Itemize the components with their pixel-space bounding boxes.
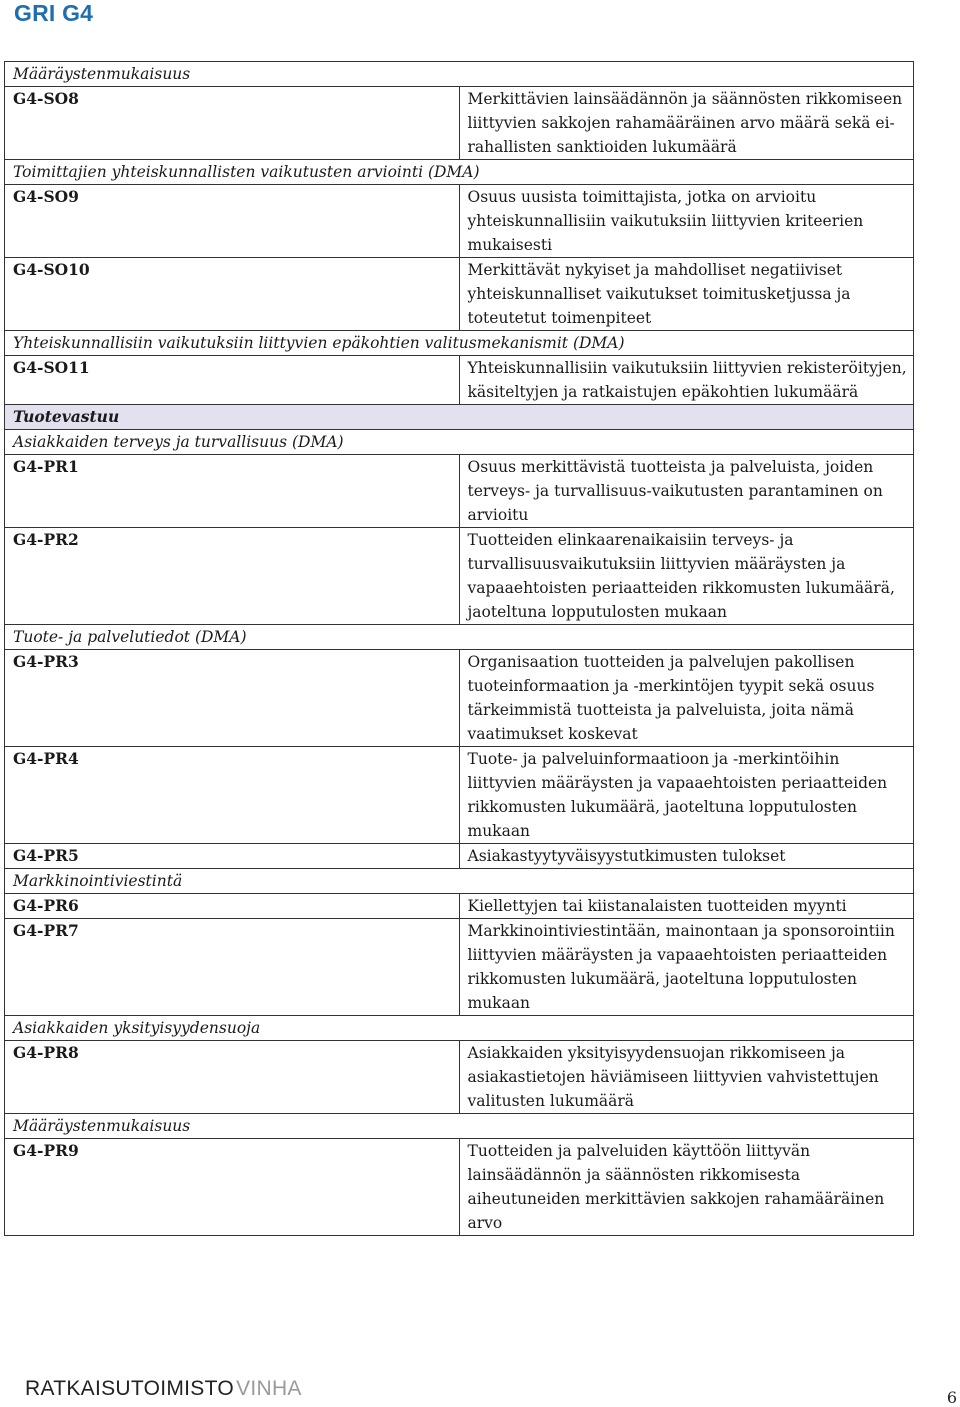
indicator-code: G4-SO11 bbox=[5, 356, 460, 405]
logo-text-vinha: VINHA bbox=[236, 1377, 302, 1400]
indicator-description: Yhteiskunnallisiin vaikutuksiin liittyvien rekisteröityjen, käsiteltyjen ja ratkaistujen epäkohtien lukumäärä bbox=[459, 356, 914, 405]
section-title: Tuote- ja palvelutiedot (DMA) bbox=[5, 625, 914, 650]
section-header-row bbox=[5, 1114, 914, 1139]
indicator-row bbox=[5, 747, 914, 844]
main-section-title: Tuotevastuu bbox=[5, 405, 914, 430]
indicator-description: Tuote- ja palveluinformaatioon ja -merkintöihin liittyvien määräysten ja vapaaehtoisten periaatteiden rikkomusten lukumäärä, jaoteltuna lopputulosten mukaan bbox=[459, 747, 914, 844]
section-title: Toimittajien yhteiskunnallisten vaikutusten arviointi (DMA) bbox=[5, 160, 914, 185]
indicator-row bbox=[5, 87, 914, 160]
indicator-code: G4-PR3 bbox=[5, 650, 460, 747]
indicator-row bbox=[5, 528, 914, 625]
indicator-code: G4-PR9 bbox=[5, 1139, 460, 1236]
gri-table-body bbox=[5, 62, 914, 1236]
indicator-row bbox=[5, 356, 914, 405]
indicator-code: G4-PR4 bbox=[5, 747, 460, 844]
indicator-row bbox=[5, 258, 914, 331]
indicator-code: G4-PR1 bbox=[5, 455, 460, 528]
indicator-code: G4-SO10 bbox=[5, 258, 460, 331]
section-header-row bbox=[5, 625, 914, 650]
indicator-description: Osuus uusista toimittajista, jotka on arvioitu yhteiskunnallisiin vaikutuksiin liittyvien kriteerien mukaisesti bbox=[459, 185, 914, 258]
page-number: 6 bbox=[946, 1388, 957, 1407]
indicator-description: Organisaation tuotteiden ja palvelujen pakollisen tuoteinformaation ja -merkintöjen tyypit sekä osuus tärkeimmistä tuotteista ja palveluista, joita nämä vaatimukset koskevat bbox=[459, 650, 914, 747]
section-header-row bbox=[5, 331, 914, 356]
section-title: Määräystenmukaisuus bbox=[5, 1114, 914, 1139]
indicator-row bbox=[5, 894, 914, 919]
indicator-code: G4-PR8 bbox=[5, 1041, 460, 1114]
company-logo bbox=[25, 1377, 302, 1401]
indicator-description: Osuus merkittävistä tuotteista ja palveluista, joiden terveys- ja turvallisuus-vaikutusten parantaminen on arvioitu bbox=[459, 455, 914, 528]
indicator-row bbox=[5, 919, 914, 1016]
section-header-row bbox=[5, 62, 914, 87]
indicator-description: Markkinointiviestintään, mainontaan ja sponsorointiin liittyvien määräysten ja vapaaehtoisten periaatteiden rikkomusten lukumäärä, jaoteltuna lopputulosten mukaan bbox=[459, 919, 914, 1016]
section-title: Määräystenmukaisuus bbox=[5, 62, 914, 87]
indicator-code: G4-SO9 bbox=[5, 185, 460, 258]
main-section-row bbox=[5, 405, 914, 430]
section-header-row bbox=[5, 430, 914, 455]
indicator-row bbox=[5, 650, 914, 747]
indicator-code: G4-PR7 bbox=[5, 919, 460, 1016]
section-title: Markkinointiviestintä bbox=[5, 869, 914, 894]
section-header-row bbox=[5, 1016, 914, 1041]
indicator-code: G4-PR5 bbox=[5, 844, 460, 869]
indicator-description: Merkittävät nykyiset ja mahdolliset negatiiviset yhteiskunnalliset vaikutukset toimitusketjussa ja toteutetut toimenpiteet bbox=[459, 258, 914, 331]
section-title: Asiakkaiden yksityisyydensuoja bbox=[5, 1016, 914, 1041]
section-header-row bbox=[5, 160, 914, 185]
indicator-row bbox=[5, 844, 914, 869]
indicator-row bbox=[5, 455, 914, 528]
indicator-description: Merkittävien lainsäädännön ja säännösten rikkomiseen liittyvien sakkojen rahamääräinen arvo määrä sekä ei-rahallisten sanktioiden lukumäärä bbox=[459, 87, 914, 160]
indicator-code: G4-PR6 bbox=[5, 894, 460, 919]
gri-indicator-table bbox=[4, 61, 914, 1236]
indicator-description: Tuotteiden elinkaarenaikaisiin terveys- ja turvallisuusvaikutuksiin liittyvien määräysten ja vapaaehtoisten periaatteiden rikkomusten lukumäärä, jaoteltuna lopputulosten mukaan bbox=[459, 528, 914, 625]
section-title: Yhteiskunnallisiin vaikutuksiin liittyvien epäkohtien valitusmekanismit (DMA) bbox=[5, 331, 914, 356]
indicator-code: G4-PR2 bbox=[5, 528, 460, 625]
indicator-row bbox=[5, 185, 914, 258]
section-title: Asiakkaiden terveys ja turvallisuus (DMA) bbox=[5, 430, 914, 455]
indicator-code: G4-SO8 bbox=[5, 87, 460, 160]
section-header-row bbox=[5, 869, 914, 894]
document-title: GRI G4 bbox=[14, 0, 94, 26]
indicator-row bbox=[5, 1139, 914, 1236]
indicator-description: Kiellettyjen tai kiistanalaisten tuotteiden myynti bbox=[459, 894, 914, 919]
logo-text-ratkaisutoimisto: RATKAISUTOIMISTO bbox=[25, 1377, 234, 1400]
indicator-row bbox=[5, 1041, 914, 1114]
indicator-description: Asiakkaiden yksityisyydensuojan rikkomiseen ja asiakastietojen häviämiseen liittyvien vahvistettujen valitusten lukumäärä bbox=[459, 1041, 914, 1114]
indicator-description: Tuotteiden ja palveluiden käyttöön liittyvän lainsäädännön ja säännösten rikkomisesta aiheutuneiden merkittävien sakkojen rahamääräinen arvo bbox=[459, 1139, 914, 1236]
indicator-description: Asiakastyytyväisyystutkimusten tulokset bbox=[459, 844, 914, 869]
